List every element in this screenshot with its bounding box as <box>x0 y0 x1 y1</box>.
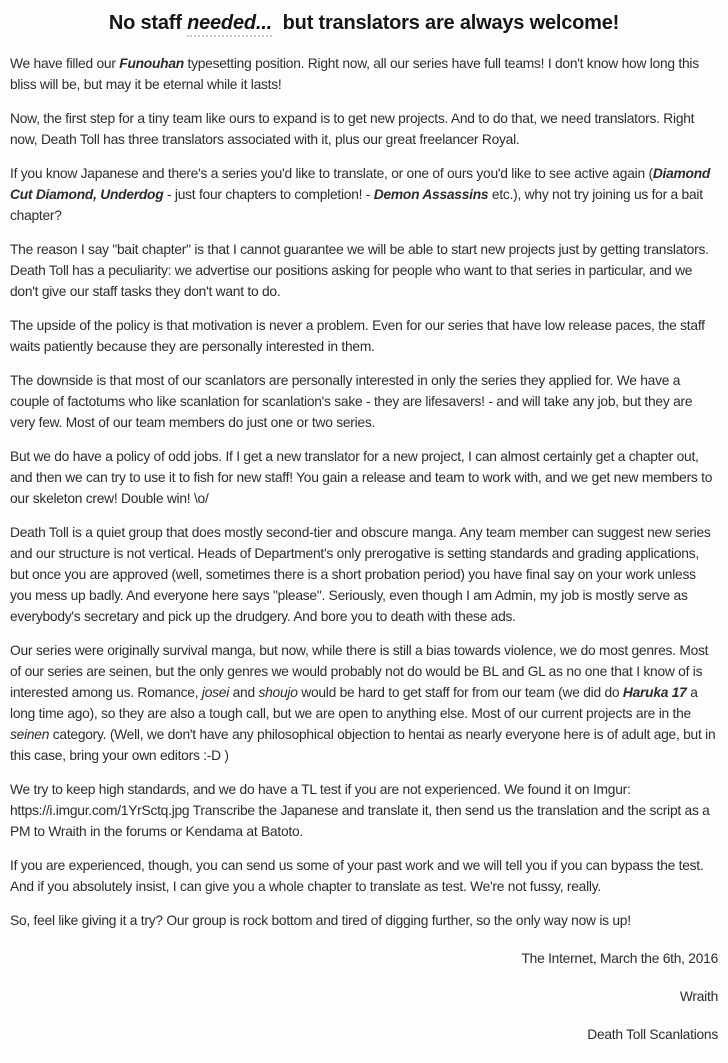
text-run: The reason I say "bait chapter" is that I cannot guarantee we will be able to start new projects just by getting translators. Death Toll has a peculiarity: we advertise our positions asking for people who want to that series in particular, and we don't give our staff tasks they don't want to do. <box>10 242 713 299</box>
text-run: So, feel like giving it a try? Our group is rock bottom and tired of digging further, so the only way now is up! <box>10 913 631 928</box>
recruitment-notice-page <box>10 10 718 1045</box>
text-run: Haruka 17 <box>622 685 687 700</box>
signature-date: The Internet, March the 6th, 2016 <box>521 951 718 966</box>
paragraph <box>10 910 718 931</box>
text-run: and <box>229 685 259 700</box>
text-run: Our series were originally survival manga, but now, while there is still a bias towards violence, we do most genres. Most of our series are seinen, but the only genres we would probably not do would be BL and GL as no one that I know of is interested among us. Romance, <box>10 643 712 700</box>
page-title <box>10 10 718 36</box>
text-run: Death Toll is a quiet group that does mostly second-tier and obscure manga. Any team member can suggest new series and our structure is not vertical. Heads of Department's only prerogative is setting standards and grading applications, but once you are approved (well, sometimes there is a short probation period) you have final say on your work unless you mess up badly. And everyone here says "please". Seriously, even though I am Admin, my job is mostly serve as everybody's secretary and pick up the drudgery. And bore you to death with these ads. <box>10 525 715 624</box>
text-run: typesetting position. Right now, all our series have full teams! I don't know how long this bliss will be, but may it be eternal while it lasts! <box>10 56 703 92</box>
signature-author: Wraith <box>679 989 718 1004</box>
text-run: would be hard to get staff for from our team (we did do <box>297 685 623 700</box>
text-run: needed... <box>187 12 272 37</box>
text-run: etc.), why not try joining us for a bait chapter? <box>10 187 707 223</box>
text-run: Now, the first step for a tiny team like ours to expand is to get new projects. And to do that, we need translators. Right now, Death Toll has three translators associated with it, plus our great freelancer Royal. <box>10 111 698 147</box>
signature-group: Death Toll Scanlations <box>587 1027 718 1042</box>
paragraph <box>10 370 718 433</box>
paragraph <box>10 522 718 627</box>
paragraph <box>10 640 718 766</box>
text-run: Funouhan <box>119 56 184 71</box>
text-run: The downside is that most of our scanlators are personally interested in only the series they applied for. We have a couple of factotums who like scanlation for scanlation's sake - they are lifesavers! - and will take any job, but they are very few. Most of our team members do just one or two series. <box>10 373 696 430</box>
text-run: The upside of the policy is that motivation is never a problem. Even for our series that have low release paces, the staff waits patiently because they are personally interested in them. <box>10 318 709 354</box>
paragraph <box>10 315 718 357</box>
paragraph <box>10 163 718 226</box>
text-run: No staff <box>108 12 188 34</box>
letter-body <box>10 53 718 931</box>
text-run: a long time ago), so they are also a tough call, but we are open to anything else. Most of our current projects are in the <box>10 685 702 721</box>
text-run: But we do have a policy of odd jobs. If I get a new translator for a new project, I can almost certainly get a chapter out, and then we can try to use it to fish for new staff! You gain a release and team to work with, and we get new members to our skeleton crew! Double win! \o/ <box>10 449 716 506</box>
text-run: We try to keep high standards, and we do have a TL test if you are not experienced. We found it on Imgur: https://i.imgur.com/1YrSctq.jpg Transcribe the Japanese and translate it, then send us the translation and the script as a PM to Wraith in the forums or Kendama at Batoto. <box>10 782 714 839</box>
text-run: category. (Well, we don't have any philosophical objection to hentai as nearly everyone here is of adult age, but in this case, bring your own editors :-D ) <box>10 727 719 763</box>
text-run: seinen <box>10 727 50 742</box>
text-run: We have filled our <box>10 56 120 71</box>
text-run: Diamond Cut Diamond, Underdog <box>10 166 714 202</box>
paragraph <box>10 108 718 150</box>
signature-block <box>10 948 718 1045</box>
paragraph <box>10 239 718 302</box>
text-run: If you know Japanese and there's a series you'd like to translate, or one of ours you'd like to see active again ( <box>10 166 653 181</box>
paragraph <box>10 53 718 95</box>
paragraph <box>10 779 718 842</box>
paragraph <box>10 446 718 509</box>
text-run: - just four chapters to completion! - <box>163 187 374 202</box>
text-run: but translators are always welcome! <box>271 12 620 34</box>
text-run: josei <box>201 685 230 700</box>
paragraph <box>10 855 718 897</box>
text-run: shoujo <box>258 685 298 700</box>
text-run: Demon Assassins <box>373 187 489 202</box>
text-run: If you are experienced, though, you can send us some of your past work and we will tell you if you can bypass the test. And if you absolutely insist, I can give you a whole chapter to translate as test. We're not fussy, really. <box>10 858 707 894</box>
